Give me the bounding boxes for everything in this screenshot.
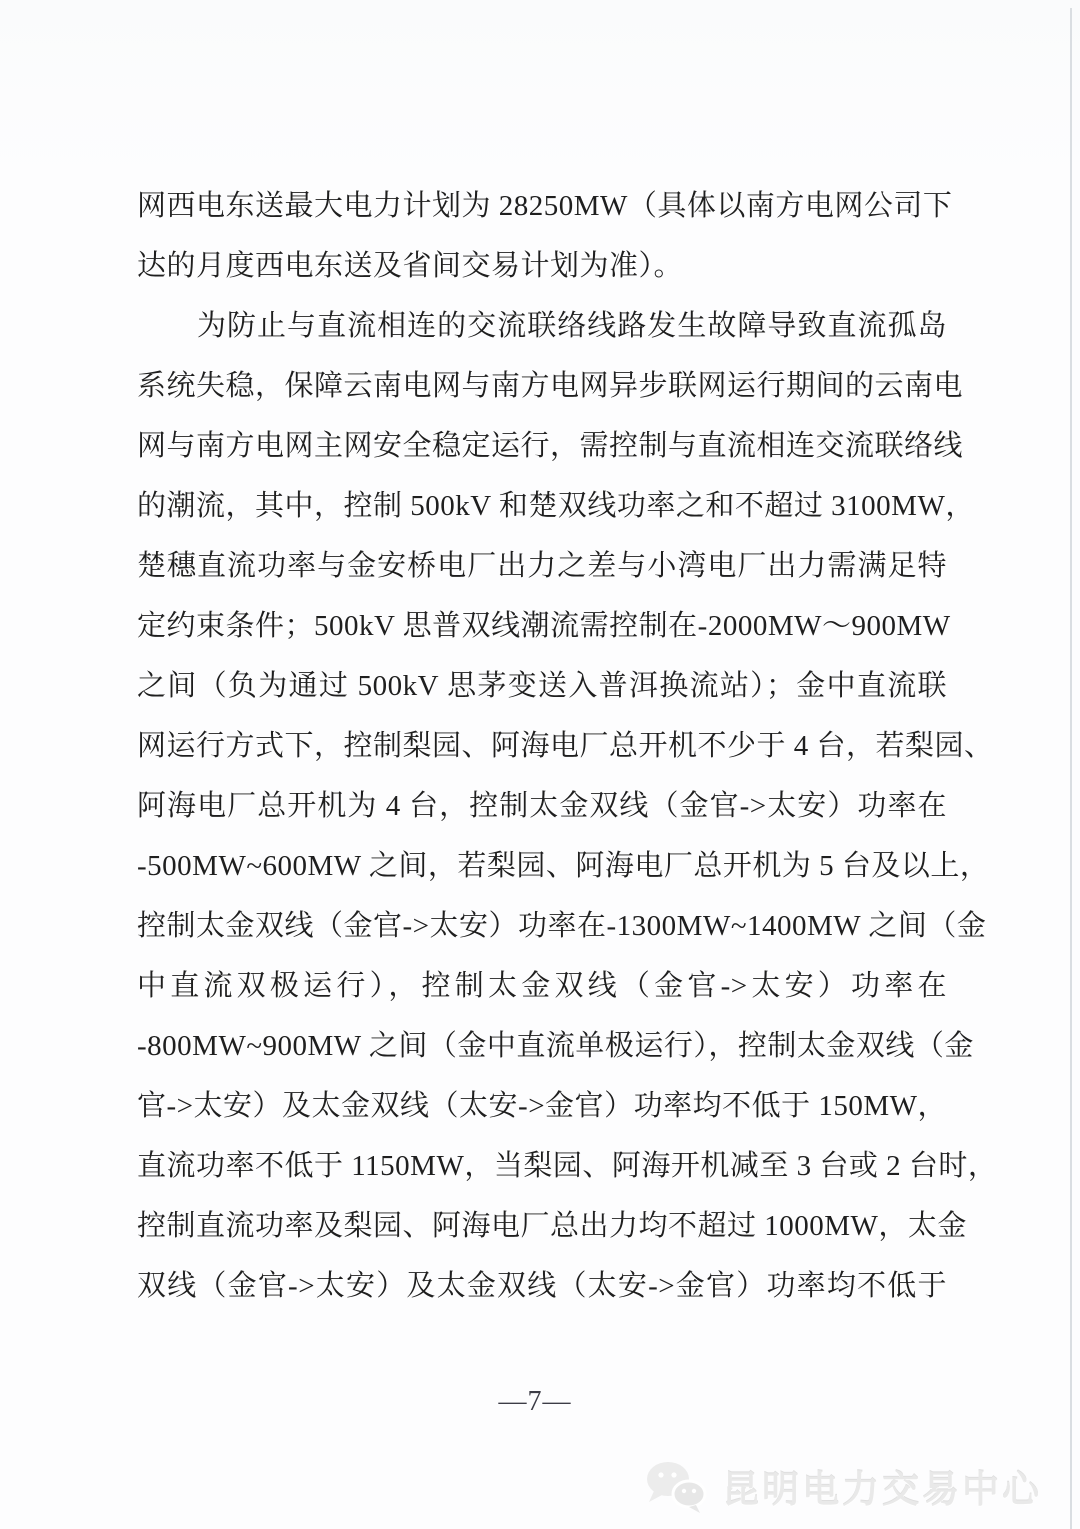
text-line: 网西电东送最大电力计划为 28250MW（具体以南方电网公司下 bbox=[137, 190, 953, 222]
text-line: 楚穗直流功率与金安桥电厂出力之差与小湾电厂出力需满足特 bbox=[137, 550, 947, 582]
watermark-label: 昆明电力交易中心 bbox=[722, 1469, 1042, 1510]
text-line: 的潮流，其中，控制 500kV 和楚双线功率之和不超过 3100MW， bbox=[137, 490, 975, 522]
scan-tint bbox=[0, 0, 1080, 180]
text-line: 为防止与直流相连的交流联络线路发生故障导致直流孤岛 bbox=[197, 310, 947, 342]
text-line: 网与南方电网主网安全稳定运行，需控制与直流相连交流联络线 bbox=[137, 430, 964, 462]
text-line: 官->太安）及太金双线（太安->金官）功率均不低于 150MW， bbox=[137, 1090, 947, 1122]
text-line: 控制太金双线（金官->太安）功率在-1300MW~1400MW 之间（金 bbox=[137, 910, 987, 942]
text-line: 控制直流功率及梨园、阿海电厂总出力均不超过 1000MW，太金 bbox=[137, 1210, 967, 1242]
text-line: 之间（负为通过 500kV 思茅变送入普洱换流站）；金中直流联 bbox=[137, 670, 947, 702]
text-line: 达的月度西电东送及省间交易计划为准）。 bbox=[137, 250, 684, 282]
watermark bbox=[644, 1458, 1042, 1514]
text-line: -500MW~600MW 之间，若梨园、阿海电厂总开机为 5 台及以上， bbox=[137, 850, 990, 882]
text-line: 网运行方式下，控制梨园、阿海电厂总开机不少于 4 台，若梨园、 bbox=[137, 730, 994, 762]
text-line: 定约束条件；500kV 思普双线潮流需控制在-2000MW～900MW bbox=[137, 610, 951, 642]
wechat-logo-icon bbox=[644, 1458, 710, 1514]
text-line: 系统失稳，保障云南电网与南方电网异步联网运行期间的云南电 bbox=[137, 370, 964, 402]
text-line: 阿海电厂总开机为 4 台，控制太金双线（金官->太安）功率在 bbox=[137, 790, 947, 822]
text-line: 直流功率不低于 1150MW，当梨园、阿海开机减至 3 台或 2 台时， bbox=[137, 1150, 998, 1182]
right-edge-line bbox=[1070, 8, 1072, 1529]
page-number: —7— bbox=[498, 1386, 572, 1417]
document-lines bbox=[137, 176, 998, 1316]
text-line: 中直流双极运行），控制太金双线（金官->太安）功率在 bbox=[137, 970, 947, 1002]
text-line: -800MW~900MW 之间（金中直流单极运行），控制太金双线（金 bbox=[137, 1030, 974, 1062]
text-line: 双线（金官->太安）及太金双线（太安->金官）功率均不低于 bbox=[137, 1270, 947, 1302]
